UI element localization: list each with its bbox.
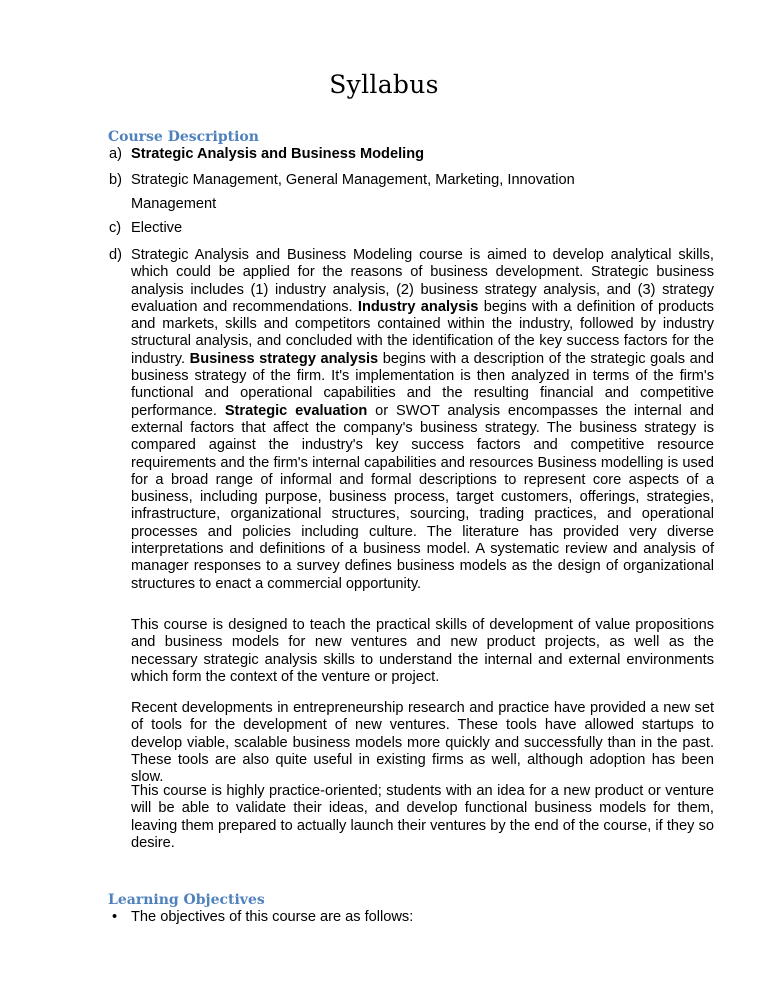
paragraph-text: Strategic Analysis and Business Modeling course is aimed to develop analytical skills, which could be applied for the reasons of business development. Strategic business analysis includes (1) industry analysis, (2) business strategy analysis, and (3) strategy evaluation and recommendations. bbox=[131, 247, 714, 315]
list-item-b bbox=[109, 172, 575, 188]
paragraph-course-design: This course is designed to teach the practical skills of development of value propositions and business models for new ventures and new product projects, as well as the necessary strategic analysis skills to understand the internal and external environments which form the context of the venture or project. bbox=[131, 617, 714, 685]
emphasis-business-strategy-analysis: Business strategy analysis bbox=[189, 350, 379, 367]
list-item-d-paragraph bbox=[131, 247, 714, 593]
paragraph-text: begins with a definition of products and markets, skills and competitors contained within the industry, followed by industry structural analysis, and concluded with the identification of the key success factors for the industry. bbox=[131, 298, 714, 367]
list-marker: a) bbox=[109, 146, 122, 162]
list-item-d-marker: d) bbox=[109, 247, 122, 263]
paragraph-text: begins with a description of the strategic goals and business strategy of the firm. It's implementation is then analyzed in terms of the firm's functional and operational capabilities and the resulting financial and competitive performance. bbox=[131, 350, 714, 419]
list-item-b-continuation: Management bbox=[131, 196, 217, 212]
section-heading-course-description: Course Description bbox=[108, 129, 259, 145]
bullet-icon: • bbox=[112, 909, 118, 925]
page-title: Syllabus bbox=[329, 70, 439, 99]
list-marker: c) bbox=[109, 220, 122, 236]
course-title-text: Strategic Analysis and Business Modeling bbox=[131, 146, 425, 162]
bullet-text: The objectives of this course are as follows: bbox=[131, 909, 414, 925]
paragraph-practice-oriented: This course is highly practice-oriented; students with an idea for a new product or venture will be able to validate their ideas, and develop functional business models for them, leaving them prepared to actually launch their ventures by the end of the course, if they so desire. bbox=[131, 783, 714, 851]
section-heading-learning-objectives: Learning Objectives bbox=[108, 892, 265, 908]
emphasis-strategic-evaluation: Strategic evaluation bbox=[224, 402, 368, 419]
paragraph-text: or SWOT analysis encompasses the internal and external factors that affect the company's business strategy. The business strategy is compared against the industry's key success factors and competitive resource requirements and the firm's internal capabilities and resources Business modelling is used for a broad range of informal and formal descriptions to represent core aspects of a business, including purpose, business process, target customers, offerings, strategies, infrastructure, organizational structures, sourcing, trading practices, and operational processes and policies including culture. The literature has provided very diverse interpretations and definitions of a business model. A systematic review and analysis of manager responses to a survey defines business models as the design of organizational structures to enact a commercial opportunity. bbox=[131, 402, 714, 592]
list-item-c bbox=[109, 220, 182, 236]
bullet-item bbox=[112, 909, 413, 925]
emphasis-industry-analysis: Industry analysis bbox=[357, 298, 479, 315]
list-item-a bbox=[109, 146, 424, 162]
paragraph-recent-developments: Recent developments in entrepreneurship research and practice have provided a new set of tools for the development of new ventures. These tools have allowed startups to develop viable, scalable business models more quickly and successfully than in the past. These tools are also quite useful in existing firms as well, although adoption has been slow. bbox=[131, 700, 714, 786]
list-item-text: Strategic Management, General Management, Marketing, Innovation bbox=[131, 172, 575, 188]
list-marker: b) bbox=[109, 172, 122, 188]
list-item-text: Elective bbox=[131, 220, 183, 236]
